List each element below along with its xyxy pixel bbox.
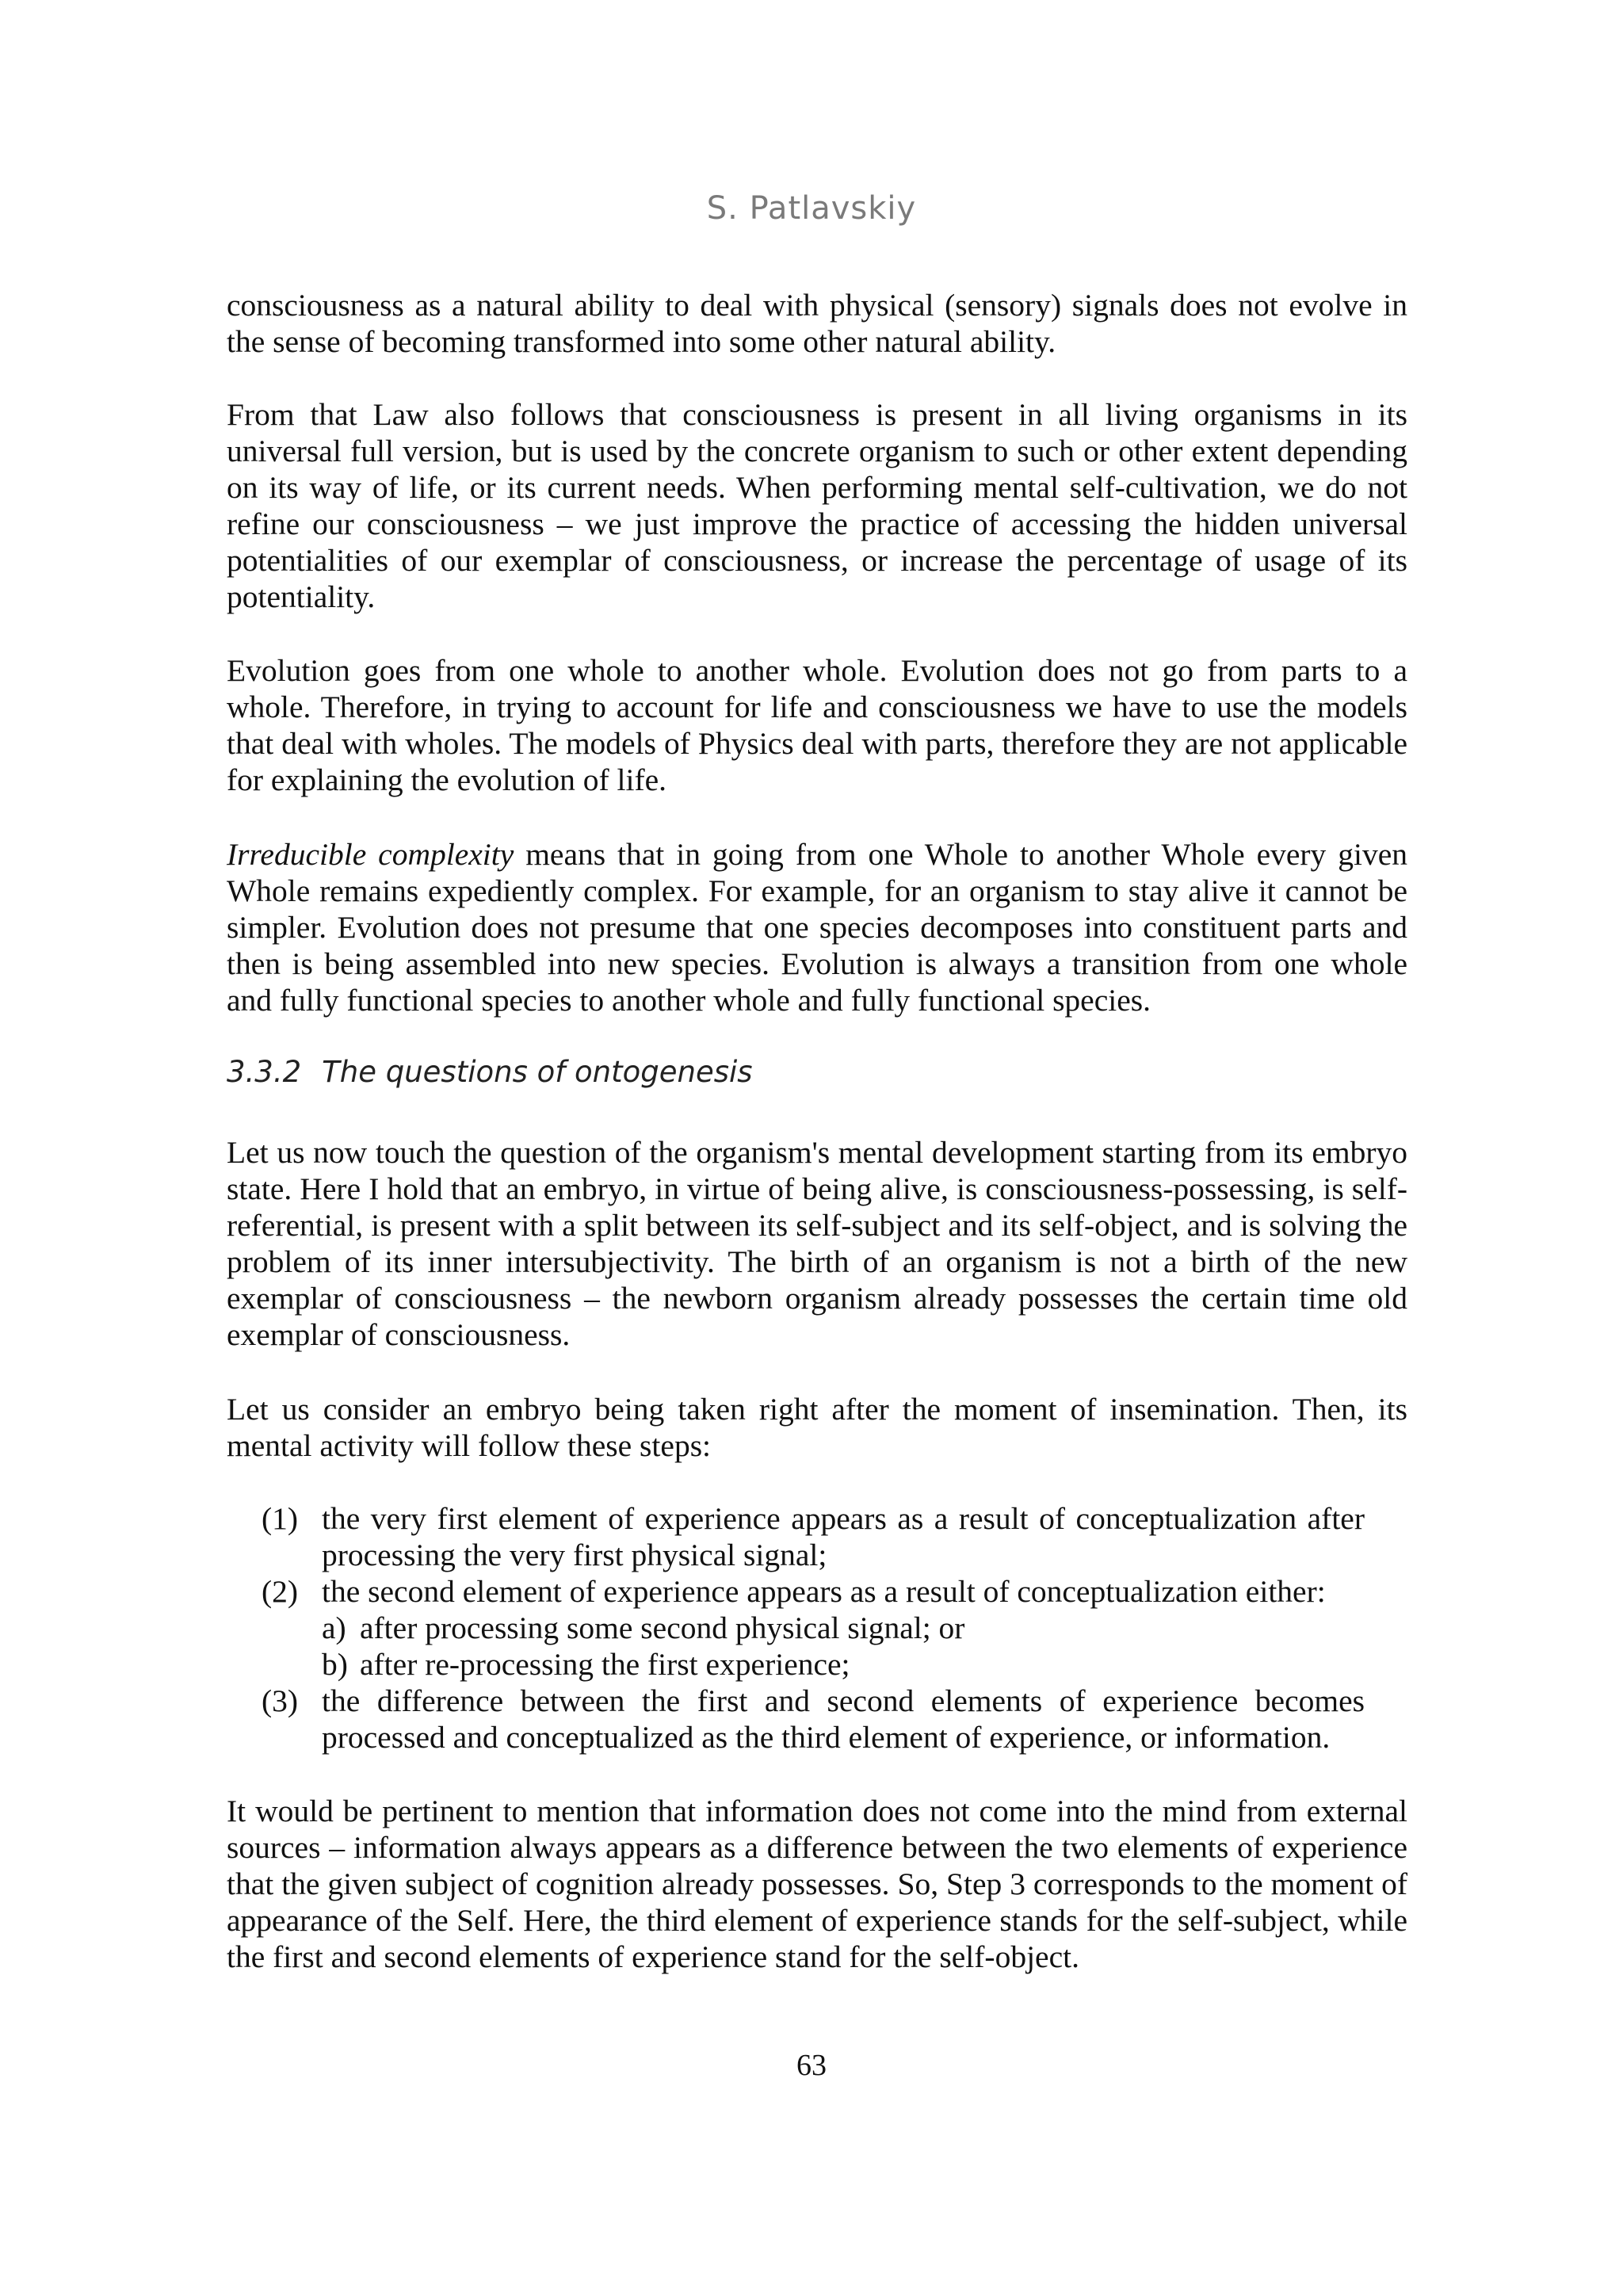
term-irreducible-complexity: Irreducible complexity (227, 837, 514, 872)
substep-text-a: after processing some second physical signal; or (360, 1610, 965, 1645)
step-text-3: the difference between the first and second elements of experience becomes processed and conceptualized as the third element of experience, or information. (322, 1683, 1365, 1755)
step-item-1 (262, 1500, 1365, 1573)
section-number: 3.3.2 (227, 1055, 302, 1089)
step-item-3 (262, 1683, 1365, 1755)
substep-b (322, 1646, 1365, 1683)
substep-text-b: after re-processing the first experience; (360, 1647, 850, 1682)
step-marker-2: (2) (262, 1574, 299, 1609)
paragraph-7: It would be pertinent to mention that information does not come into the mind from external sources – information always appears as a difference between the two elements of experience that the given subject of cognition already possesses. So, Step 3 corresponds to the moment of appearance of the Self. Here, the third element of experience stands for the self-subject, while the first and second elements of experience stand for the self-object. (227, 1794, 1407, 1974)
paragraph-5: Let us now touch the question of the organism's mental development starting from its embryo state. Here I hold that an embryo, in virtue of being alive, is consciousness-possessing, is self-referential, is present with a split between its self-subject and its self-object, and is solving the problem of its inner intersubjectivity. The birth of an organism is not a birth of the new exemplar of consciousness – the newborn organism already possesses the certain time old exemplar of consciousness. (227, 1135, 1407, 1352)
step-text-1: the very first element of experience appears as a result of conceptualization after processing the very first physical signal; (322, 1501, 1365, 1572)
step-marker-1: (1) (262, 1501, 299, 1536)
paragraph-4-text: means that in going from one Whole to another Whole every given Whole remains expediently complex. For example, for an organism to stay alive it cannot be simpler. Evolution does not presume that one species decomposes into constituent parts and then is being assembled into new species. Evolution is always a transition from one whole and fully functional species to another whole and fully functional species. (227, 837, 1407, 1018)
step-item-2 (262, 1573, 1365, 1683)
steps-list (262, 1500, 1365, 1755)
step-text-2: the second element of experience appears as a result of conceptualization either: (322, 1574, 1326, 1609)
section-title: The questions of ontogenesis (322, 1055, 753, 1089)
substep-marker-a: a) (322, 1610, 346, 1645)
paragraph-3: Evolution goes from one whole to another whole. Evolution does not go from parts to a whole. Therefore, in trying to account for life and consciousness we have to use the models that deal with wholes. The models of Physics deal with parts, therefore they are not applicable for explaining the evolution of life. (227, 653, 1407, 797)
paragraph-1: consciousness as a natural ability to deal with physical (sensory) signals does not evolve in the sense of becoming transformed into some other natural ability. (227, 288, 1407, 359)
step-marker-3: (3) (262, 1683, 299, 1718)
substep-a (322, 1610, 1365, 1646)
paragraph-4 (227, 836, 1407, 1018)
running-head-author: S. Patlavskiy (706, 190, 917, 227)
substep-marker-b: b) (322, 1647, 348, 1682)
page-number: 63 (796, 2049, 827, 2082)
paragraph-2: From that Law also follows that consciousness is present in all living organisms in its universal full version, but is used by the concrete organism to such or other extent depending on its way of life, or its current needs. When performing mental self-cultivation, we do not refine our consciousness – we just improve the practice of accessing the hidden universal potentialities of our exemplar of consciousness, or increase the percentage of usage of its potentiality. (227, 397, 1407, 614)
section-heading (227, 1055, 753, 1089)
paragraph-6: Let us consider an embryo being taken right after the moment of insemination. Then, its mental activity will follow these steps: (227, 1392, 1407, 1463)
